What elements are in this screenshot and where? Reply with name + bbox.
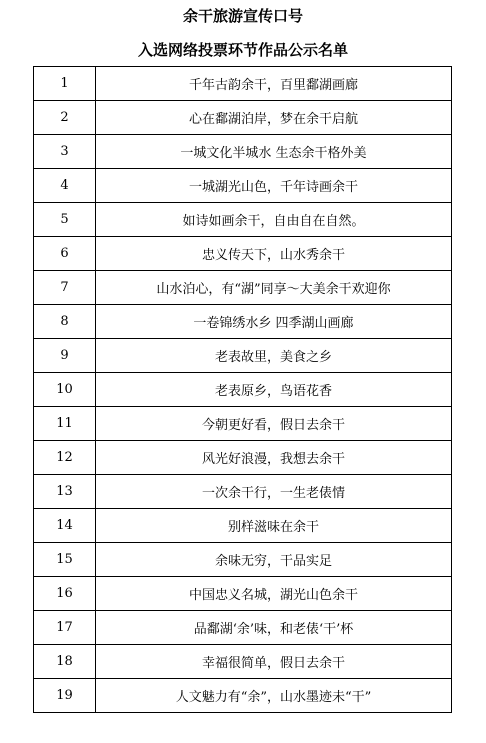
entry-number: 1 — [34, 67, 96, 101]
entry-number: 3 — [34, 135, 96, 169]
entry-number: 16 — [34, 577, 96, 611]
entry-number: 4 — [34, 169, 96, 203]
entry-number: 7 — [34, 271, 96, 305]
entry-slogan: 中国忠义名城，湖光山色余干 — [96, 577, 452, 611]
table-row — [34, 611, 452, 645]
entry-number: 2 — [34, 101, 96, 135]
entry-slogan: 今朝更好看，假日去余干 — [96, 407, 452, 441]
entry-slogan: 老表故里，美食之乡 — [96, 339, 452, 373]
entry-slogan: 心在鄱湖泊岸，梦在余干启航 — [96, 101, 452, 135]
document-title: 余干旅游宣传口号 — [182, 7, 303, 25]
table-row — [34, 407, 452, 441]
entry-slogan: 千年古韵余干，百里鄱湖画廊 — [96, 67, 452, 101]
entry-slogan: 如诗如画余干，自由自在自然。 — [96, 203, 452, 237]
entry-slogan: 山水泊心，有“湖”同享～大美余干欢迎你 — [96, 271, 452, 305]
entry-number: 5 — [34, 203, 96, 237]
entry-slogan: 人文魅力有“余”，山水墨迹未“干” — [96, 679, 452, 713]
entry-slogan: 别样滋味在余干 — [96, 509, 452, 543]
entry-number: 10 — [34, 373, 96, 407]
entry-number: 6 — [34, 237, 96, 271]
entry-number: 11 — [34, 407, 96, 441]
slogan-table-body — [34, 67, 452, 713]
entry-number: 19 — [34, 679, 96, 713]
entry-slogan: 一城文化半城水 生态余干格外美 — [96, 135, 452, 169]
entry-slogan: 老表原乡，鸟语花香 — [96, 373, 452, 407]
entry-slogan: 余味无穷，干品实足 — [96, 543, 452, 577]
entry-number: 18 — [34, 645, 96, 679]
table-row — [34, 577, 452, 611]
table-row — [34, 305, 452, 339]
table-row — [34, 203, 452, 237]
entry-number: 14 — [34, 509, 96, 543]
document-subtitle: 入选网络投票环节作品公示名单 — [137, 41, 348, 59]
table-row — [34, 373, 452, 407]
entry-slogan: 一次余干行，一生老俵情 — [96, 475, 452, 509]
entry-slogan: 品鄱湖‘余’味，和老俵‘干’杯 — [96, 611, 452, 645]
entry-slogan: 忠义传天下，山水秀余干 — [96, 237, 452, 271]
table-row — [34, 645, 452, 679]
entry-number: 9 — [34, 339, 96, 373]
table-row — [34, 237, 452, 271]
entry-number: 15 — [34, 543, 96, 577]
entry-number: 17 — [34, 611, 96, 645]
entry-slogan: 幸福很简单，假日去余干 — [96, 645, 452, 679]
entry-slogan: 一城湖光山色，千年诗画余干 — [96, 169, 452, 203]
entry-slogan: 一卷锦绣水乡 四季湖山画廊 — [96, 305, 452, 339]
table-row — [34, 101, 452, 135]
entry-number: 13 — [34, 475, 96, 509]
table-row — [34, 135, 452, 169]
entry-slogan: 风光好浪漫，我想去余干 — [96, 441, 452, 475]
table-row — [34, 543, 452, 577]
table-row — [34, 271, 452, 305]
entry-number: 12 — [34, 441, 96, 475]
table-row — [34, 475, 452, 509]
entry-number: 8 — [34, 305, 96, 339]
slogan-table — [33, 66, 452, 713]
table-row — [34, 441, 452, 475]
table-row — [34, 679, 452, 713]
table-row — [34, 67, 452, 101]
table-row — [34, 509, 452, 543]
table-row — [34, 169, 452, 203]
table-row — [34, 339, 452, 373]
